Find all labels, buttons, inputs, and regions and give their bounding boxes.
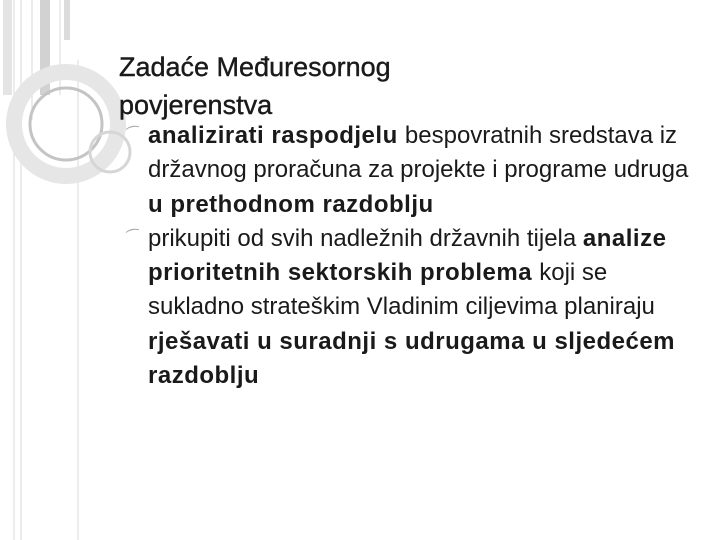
bullet-text-segment: prikupiti od svih nadležnih državnih tijela: [148, 224, 583, 252]
slide-title-line-2: povjerenstva: [119, 90, 273, 121]
bullet-list: [128, 119, 698, 393]
bullet-text-segment: koji se sukladno strateškim Vladinim ciljevima planiraju: [148, 259, 655, 321]
slide-title: [119, 48, 679, 124]
bullet-item: [128, 119, 698, 222]
bullet-swoosh-icon: ⁀: [126, 124, 142, 145]
bullet-text-segment: bespovratnih sredstava iz državnog proračuna za projekte i programe udruga: [148, 122, 689, 184]
bullet-text-segment: analizirati raspodjelu: [148, 122, 405, 149]
decor-bar-left: [3, 0, 12, 95]
slide-title-line-1: Zadaće Međuresornog: [119, 52, 391, 83]
bullet-text-segment: rješavati u suradnji s udrugama u sljedećem razdoblju: [148, 327, 676, 390]
bullet-text-segment: analize prioritetnih sektorskih problema: [148, 224, 667, 287]
bullet-text-segment: u prethodnom razdoblju: [148, 190, 434, 218]
decor-bar-right: [64, 0, 70, 40]
bullet-item: [128, 222, 698, 393]
bullet-swoosh-icon: ⁀: [126, 227, 142, 248]
